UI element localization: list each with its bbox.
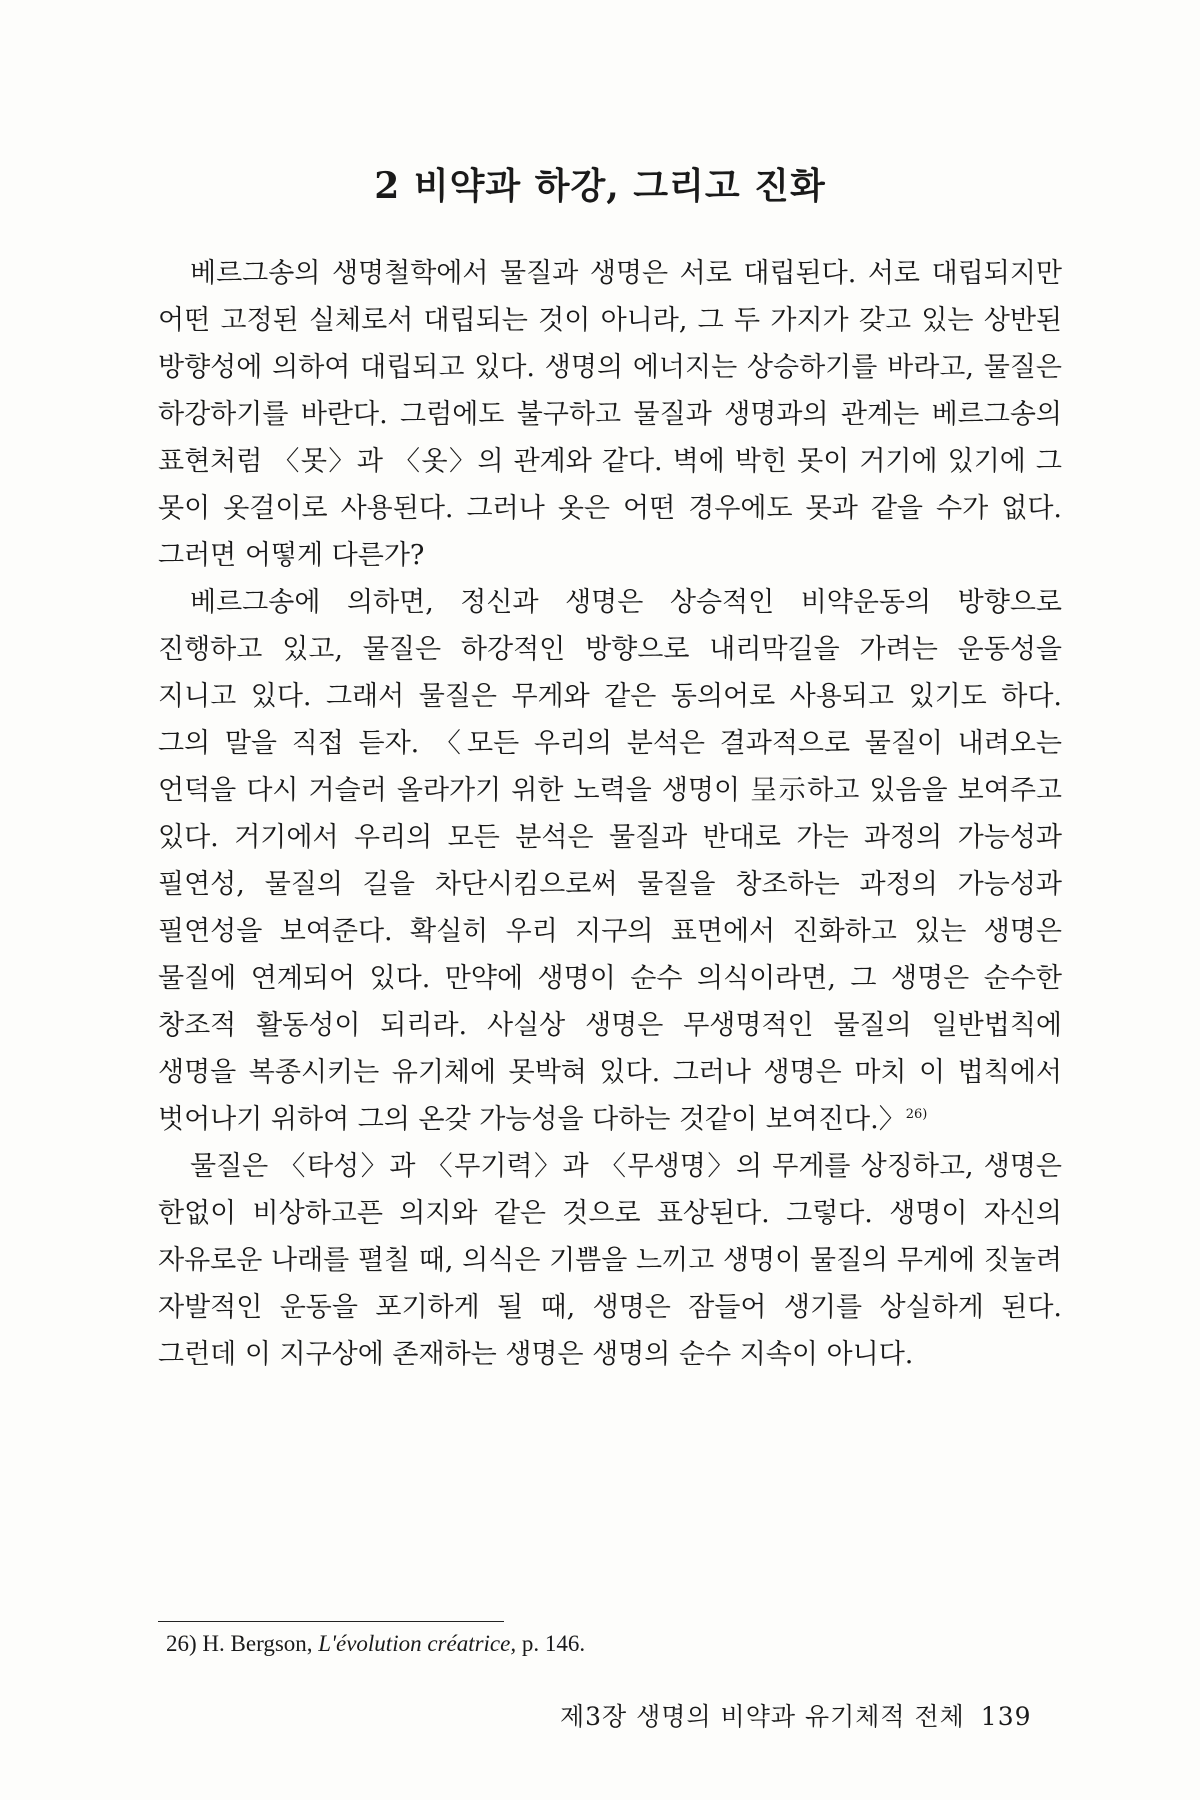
footnote-marker: 26) xyxy=(905,1107,928,1122)
paragraph-1: 베르그송의 생명철학에서 물질과 생명은 서로 대립된다. 서로 대립되지만 어떤 고정된 실체로서 대립되는 것이 아니라, 그 두 가지가 갖고 있는 상반된 방향성에 의하여 대립되고 있다. 생명의 에너지는 상승하기를 바라고, 물질은 하강하기를 바란다. 그럼에도 불구하고 물질과 생명과의 관계는 베르그송의 표현처럼 〈못〉과 〈옷〉의 관계와 같다. 벽에 박힌 못이 거기에 있기에 그 못이 옷걸이로 사용된다. 그러나 옷은 어떤 경우에도 못과 같을 수가 없다. 그러면 어떻게 다른가? xyxy=(158,258,1062,571)
page-number: 139 xyxy=(980,1702,1032,1731)
footnote-divider xyxy=(158,1621,504,1622)
section-title: 2 비약과 하강, 그리고 진화 xyxy=(374,165,826,207)
paragraph-2 xyxy=(158,579,1062,1143)
chapter-title: 제3장 생명의 비약과 유기체적 전체 xyxy=(560,1702,965,1731)
running-footer xyxy=(560,1697,1032,1733)
body-text xyxy=(158,250,1062,1378)
footnote-title: L'évolution créatrice, xyxy=(318,1631,517,1656)
footnote-author: H. Bergson, xyxy=(202,1631,313,1656)
footnote xyxy=(166,1631,585,1657)
paragraph-2-text: 베르그송에 의하면, 정신과 생명은 상승적인 비약운동의 방향으로 진행하고 있고, 물질은 하강적인 방향으로 내리막길을 가려는 운동성을 지니고 있다. 그래서 물질은 무게와 같은 동의어로 사용되고 있기도 하다. 그의 말을 직접 듣자. 〈모든 우리의 분석은 결과적으로 물질이 내려오는 언덕을 다시 거슬러 올라가기 위한 노력을 생명이 呈示하고 있음을 보여주고 있다. 거기에서 우리의 모든 분석은 물질과 반대로 가는 과정의 가능성과 필연성, 물질의 길을 차단시킴으로써 물질을 창조하는 과정의 가능성과 필연성을 보여준다. 확실히 우리 지구의 표면에서 진화하고 있는 생명은 물질에 연계되어 있다. 만약에 생명이 순수 의식이라면, 그 생명은 순수한 창조적 활동성이 되리라. 사실상 생명은 무생명적인 물질의 일반법칙에 생명을 복종시키는 유기체에 못박혀 있다. 그러나 생명은 마치 이 법칙에서 벗어나기 위하여 그의 온갖 가능성을 다하는 것같이 보여진다.〉 xyxy=(158,587,1062,1135)
footnote-page: p. 146. xyxy=(521,1631,586,1656)
footnote-number: 26) xyxy=(166,1631,197,1656)
paragraph-3: 물질은 〈타성〉과 〈무기력〉과 〈무생명〉의 무게를 상징하고, 생명은 한없이 비상하고픈 의지와 같은 것으로 표상된다. 그렇다. 생명이 자신의 자유로운 나래를 펼칠 때, 의식은 기쁨을 느끼고 생명이 물질의 무게에 짓눌려 자발적인 운동을 포기하게 될 때, 생명은 잠들어 생기를 상실하게 된다. 그런데 이 지구상에 존재하는 생명은 생명의 순수 지속이 아니다. xyxy=(158,1151,1062,1370)
